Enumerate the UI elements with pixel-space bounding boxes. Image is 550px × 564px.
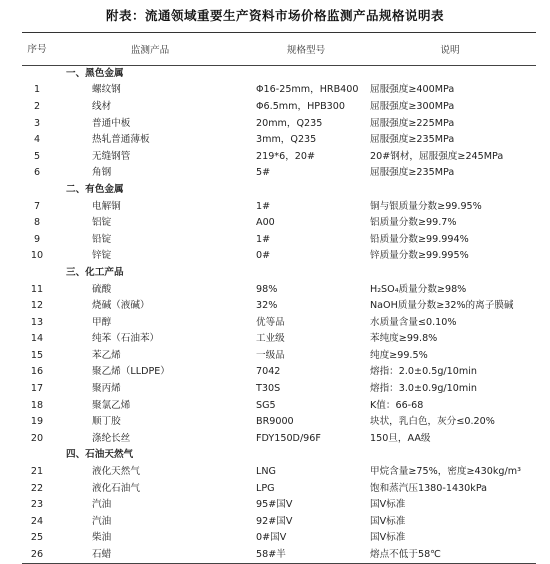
spec-model: Φ6.5mm，HPB300 [256, 100, 345, 112]
spec-model: 7042 [256, 366, 281, 378]
row-number: 10 [30, 250, 44, 262]
row-number: 12 [30, 300, 44, 312]
description: 甲烷含量≥75%，密度≥430kg/m³ [370, 466, 521, 478]
row-number: 15 [30, 349, 44, 361]
row-number: 18 [30, 399, 44, 411]
table-row [22, 431, 536, 448]
table-row [22, 397, 536, 414]
row-number: 16 [30, 366, 44, 378]
spec-model: 工业级 [256, 333, 285, 345]
row-number: 23 [30, 499, 44, 511]
product-name: 角钢 [92, 167, 112, 179]
spec-model: LNG [256, 466, 276, 478]
category-label: 三、化工产品 [66, 266, 124, 278]
row-number: 24 [30, 515, 44, 527]
table-row [22, 99, 536, 116]
category-label: 二、有色金属 [66, 183, 124, 195]
row-number: 2 [33, 100, 41, 112]
row-number: 11 [30, 283, 44, 295]
table-row [22, 381, 536, 398]
spec-model: 1# [256, 200, 271, 212]
spec-model: FDY150D/96F [256, 432, 321, 444]
category-spacer [22, 66, 52, 83]
row-number: 19 [30, 416, 44, 428]
product-name: 纯苯（石油苯） [92, 333, 160, 345]
table-row [22, 314, 536, 331]
product-name: 线材 [92, 100, 112, 112]
spec-model: 98% [256, 283, 278, 295]
table-row [22, 231, 536, 248]
product-name: 铅锭 [92, 233, 112, 245]
spec-model: 20mm，Q235 [256, 117, 323, 129]
description: 熔点不低于58℃ [364, 547, 536, 564]
description: 屈服强度≥235MPa [370, 134, 455, 146]
table-row [22, 530, 536, 547]
description: 20#钢材，屈服强度≥245MPa [370, 150, 504, 162]
description: 水质量含量≤0.10% [370, 316, 457, 328]
category-label: 四、石油天然气 [66, 449, 134, 461]
row-number: 26 [22, 547, 52, 564]
row-number: 3 [33, 117, 41, 129]
row-number: 22 [30, 482, 44, 494]
category-spacer [22, 265, 52, 282]
product-name: 聚氯乙烯 [92, 399, 131, 411]
description: 国Ⅴ标准 [370, 499, 406, 511]
table-row [22, 115, 536, 132]
table-row [22, 198, 536, 215]
row-number: 21 [30, 466, 44, 478]
spec-model: A00 [256, 217, 275, 229]
header-product: 监测产品 [52, 33, 248, 66]
description: 屈服强度≥235MPa [370, 167, 455, 179]
product-name: 电解铜 [92, 200, 121, 212]
product-name: 硫酸 [92, 283, 112, 295]
category-spacer [22, 182, 52, 199]
table-body [22, 66, 536, 564]
spec-model: 58#半 [248, 547, 364, 564]
row-number: 17 [30, 383, 44, 395]
spec-model: T30S [256, 383, 281, 395]
spec-model: 92#国Ⅴ [256, 515, 293, 527]
row-number: 5 [33, 150, 41, 162]
category-row [22, 265, 536, 282]
table-row [22, 547, 536, 564]
table-row [22, 148, 536, 165]
table-row [22, 82, 536, 99]
description: 纯度≥99.5% [370, 349, 428, 361]
spec-model: 5# [256, 167, 271, 179]
product-name: 汽油 [92, 515, 112, 527]
table-header-row [22, 33, 536, 66]
product-name: 热轧普通薄板 [92, 134, 150, 146]
product-name: 无缝钢管 [92, 150, 131, 162]
description: 苯纯度≥99.8% [370, 333, 438, 345]
spec-model: 219*6，20# [256, 150, 316, 162]
table-row [22, 464, 536, 481]
description: 150旦，AA级 [370, 432, 431, 444]
row-number: 4 [33, 134, 41, 146]
description: 屈服强度≥225MPa [370, 117, 455, 129]
spec-model: 1# [256, 233, 271, 245]
header-desc: 说明 [364, 33, 536, 66]
table-row [22, 480, 536, 497]
category-row [22, 447, 536, 464]
product-name: 铝锭 [92, 217, 112, 229]
table-row [22, 414, 536, 431]
product-name: 液化天然气 [92, 466, 140, 478]
row-number: 13 [30, 316, 44, 328]
description: 块状，乳白色，灰分≤0.20% [370, 416, 495, 428]
category-label: 一、黑色金属 [66, 68, 124, 80]
spec-model: 32% [256, 300, 278, 312]
row-number: 14 [30, 333, 44, 345]
table-row [22, 514, 536, 531]
table-row [22, 364, 536, 381]
product-name: 柴油 [92, 532, 112, 544]
description: H₂SO₄质量分数≥98% [370, 283, 467, 295]
spec-model: BR9000 [256, 416, 294, 428]
row-number: 20 [30, 432, 44, 444]
product-name: 涤纶长丝 [92, 432, 131, 444]
spec-model: 95#国Ⅴ [256, 499, 293, 511]
row-number: 25 [30, 532, 44, 544]
table-row [22, 298, 536, 315]
table-row [22, 348, 536, 365]
row-number: 9 [33, 233, 41, 245]
description: 熔指：2.0±0.5g/10min [370, 366, 477, 378]
spec-model: 0#国Ⅴ [256, 532, 287, 544]
spec-model: SG5 [256, 399, 276, 411]
spec-model: 一级品 [256, 349, 285, 361]
product-name: 液化石油气 [92, 482, 140, 494]
product-name: 汽油 [92, 499, 112, 511]
product-name: 石蜡 [52, 547, 248, 564]
category-row [22, 66, 536, 83]
description: 国Ⅴ标准 [370, 532, 406, 544]
spec-model: 3mm，Q235 [256, 134, 317, 146]
product-name: 甲醇 [92, 316, 112, 328]
table-row [22, 281, 536, 298]
product-name: 顺丁胶 [92, 416, 121, 428]
product-name: 螺纹钢 [92, 84, 121, 96]
header-no: 序号 [22, 33, 52, 66]
description: K值：66-68 [370, 399, 424, 411]
description: 饱和蒸汽压1380-1430kPa [370, 482, 488, 494]
product-name: 苯乙烯 [92, 349, 121, 361]
description: 国Ⅴ标准 [370, 515, 406, 527]
description: 铝质量分数≥99.7% [370, 217, 457, 229]
table-row [22, 165, 536, 182]
category-row [22, 182, 536, 199]
spec-table [22, 32, 536, 564]
row-number: 7 [33, 200, 41, 212]
product-name: 烧碱（液碱） [92, 300, 150, 312]
description: 锌质量分数≥99.995% [370, 250, 469, 262]
row-number: 8 [33, 217, 41, 229]
page-title: 附表：流通领域重要生产资料市场价格监测产品规格说明表 [105, 8, 444, 23]
table-row [22, 132, 536, 149]
product-name: 聚丙烯 [92, 383, 121, 395]
spec-model: Φ16-25mm，HRB400 [256, 84, 359, 96]
spec-model: LPG [256, 482, 275, 494]
category-spacer [22, 447, 52, 464]
table-row [22, 331, 536, 348]
description: 屈服强度≥400MPa [370, 84, 455, 96]
description: 熔指：3.0±0.9g/10min [370, 383, 477, 395]
spec-model: 0# [256, 250, 271, 262]
product-name: 锌锭 [92, 250, 112, 262]
table-row [22, 497, 536, 514]
description: 铜与银质量分数≥99.95% [370, 200, 482, 212]
table-row [22, 215, 536, 232]
product-name: 聚乙烯（LLDPE） [92, 366, 170, 378]
table-row [22, 248, 536, 265]
header-spec: 规格型号 [248, 33, 364, 66]
description: NaOH质量分数≥32%的离子膜碱 [370, 300, 514, 312]
product-name: 普通中板 [92, 117, 131, 129]
spec-model: 优等品 [256, 316, 285, 328]
description: 铅质量分数≥99.994% [370, 233, 469, 245]
description: 屈服强度≥300MPa [370, 100, 455, 112]
row-number: 6 [33, 167, 41, 179]
row-number: 1 [33, 84, 41, 96]
